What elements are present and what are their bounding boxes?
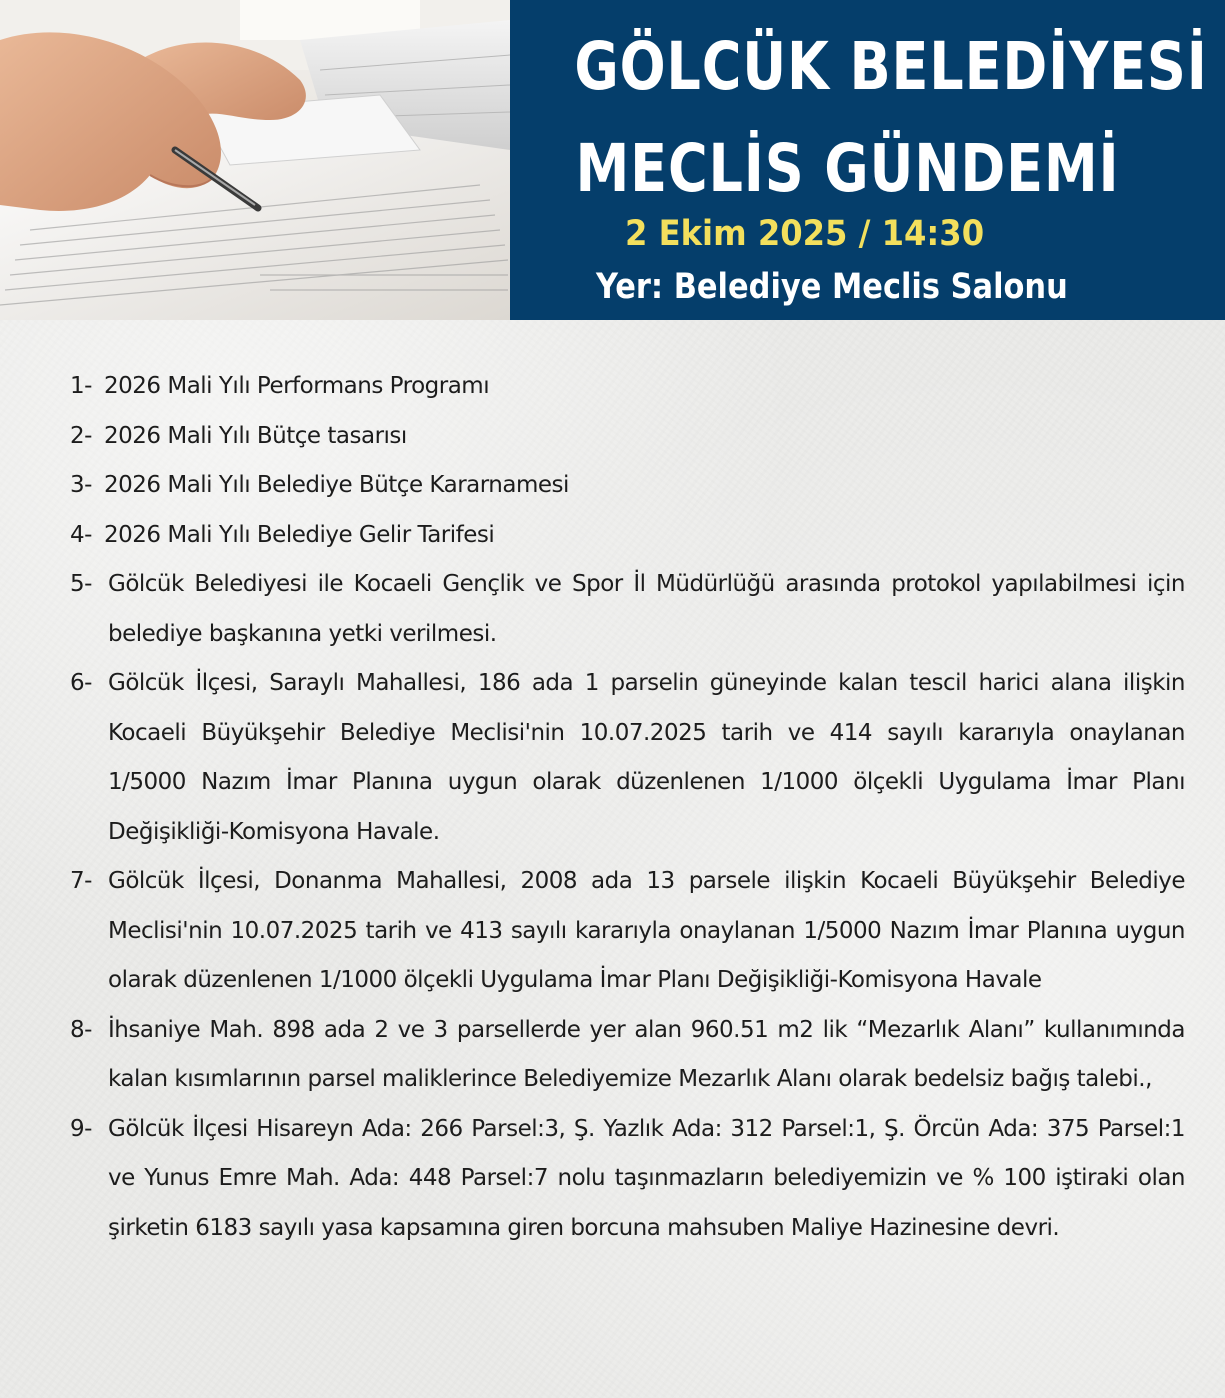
agenda-item-4 bbox=[70, 511, 1185, 561]
agenda-item-text: 2026 Mali Yılı Belediye Gelir Tarifesi bbox=[104, 521, 495, 548]
agenda-item-text: Gölcük İlçesi, Donanma Mahallesi, 2008 ada 13 parsele ilişkin Kocaeli Büyükşehir Belediye Meclisi'nin 10.07.2025 tarih ve 413 sayılı kararıyla onaylanan 1/5000 Nazım İmar Planına uygun olarak düzenlenen 1/1000 ölçekli Uygulama İmar Planı Değişikliği-Komisyona Havale bbox=[108, 868, 1185, 993]
agenda-item-1 bbox=[70, 362, 1185, 412]
writing-hands-illustration bbox=[0, 0, 510, 320]
title-panel bbox=[510, 0, 1225, 320]
agenda-item-text: 2026 Mali Yılı Belediye Bütçe Kararnamesi bbox=[104, 472, 569, 498]
agenda-item-number: 3- bbox=[70, 472, 92, 498]
title-line-1: GÖLCÜK BELEDİYESİ bbox=[574, 28, 1208, 105]
meeting-location: Yer: Belediye Meclis Salonu bbox=[596, 267, 1068, 307]
agenda-item-number: 1- bbox=[70, 373, 92, 399]
agenda-item-7 bbox=[70, 857, 1185, 1006]
agenda-item-number: 5- bbox=[70, 571, 92, 597]
agenda-item-text: Gölcük İlçesi, Saraylı Mahallesi, 186 ada 1 parselin güneyinde kalan tescil harici alana ilişkin Kocaeli Büyükşehir Belediye Meclisi'nin 10.07.2025 tarih ve 414 sayılı kararıyla onaylanan 1/5000 Nazım İmar Planına uygun olarak düzenlenen 1/1000 ölçekli Uygulama İmar Planı Değişikliği-Komisyona Havale. bbox=[108, 670, 1185, 845]
agenda-item-number: 2- bbox=[70, 422, 92, 449]
agenda-item-text: Gölcük İlçesi Hisareyn Ada: 266 Parsel:3, Ş. Yazlık Ada: 312 Parsel:1, Ş. Örcün Ada: 375 Parsel:1 ve Yunus Emre Mah. Ada: 448 Parsel:7 nolu taşınmazların belediyemizin ve % 100 iştiraki olan şirketin 6183 sayılı yasa kapsamına giren borcuna mahsuben Maliye Hazinesine devri. bbox=[108, 1115, 1185, 1241]
agenda-item-number: 6- bbox=[70, 670, 92, 696]
header-photo bbox=[0, 0, 510, 320]
agenda-list bbox=[70, 362, 1185, 1253]
agenda-item-text: Gölcük Belediyesi ile Kocaeli Gençlik ve Spor İl Müdürlüğü arasında protokol yapılabilmesi için belediye başkanına yetki verilmesi. bbox=[108, 571, 1185, 647]
agenda-item-text: İhsaniye Mah. 898 ada 2 ve 3 parsellerde yer alan 960.51 m2 lik “Mezarlık Alanı” kullanımında kalan kısımlarının parsel maliklerince Belediyemize Mezarlık Alanı olarak bedelsiz bağış talebi., bbox=[108, 1016, 1185, 1092]
agenda-item-2 bbox=[70, 412, 1185, 462]
agenda-item-3 bbox=[70, 461, 1185, 511]
meeting-date-time: 2 Ekim 2025 / 14:30 bbox=[625, 214, 985, 254]
agenda-item-9 bbox=[70, 1105, 1185, 1254]
agenda-item-text: 2026 Mali Yılı Bütçe tasarısı bbox=[104, 422, 407, 449]
agenda-item-number: 9- bbox=[70, 1115, 92, 1142]
agenda-item-number: 4- bbox=[70, 521, 92, 548]
agenda-item-8 bbox=[70, 1006, 1185, 1105]
agenda-item-6 bbox=[70, 659, 1185, 857]
agenda-item-number: 8- bbox=[70, 1016, 92, 1043]
agenda-item-5 bbox=[70, 560, 1185, 659]
title-line-2: MECLİS GÜNDEMİ bbox=[575, 130, 1120, 207]
agenda-item-number: 7- bbox=[70, 868, 92, 894]
agenda-item-text: 2026 Mali Yılı Performans Programı bbox=[104, 373, 490, 399]
